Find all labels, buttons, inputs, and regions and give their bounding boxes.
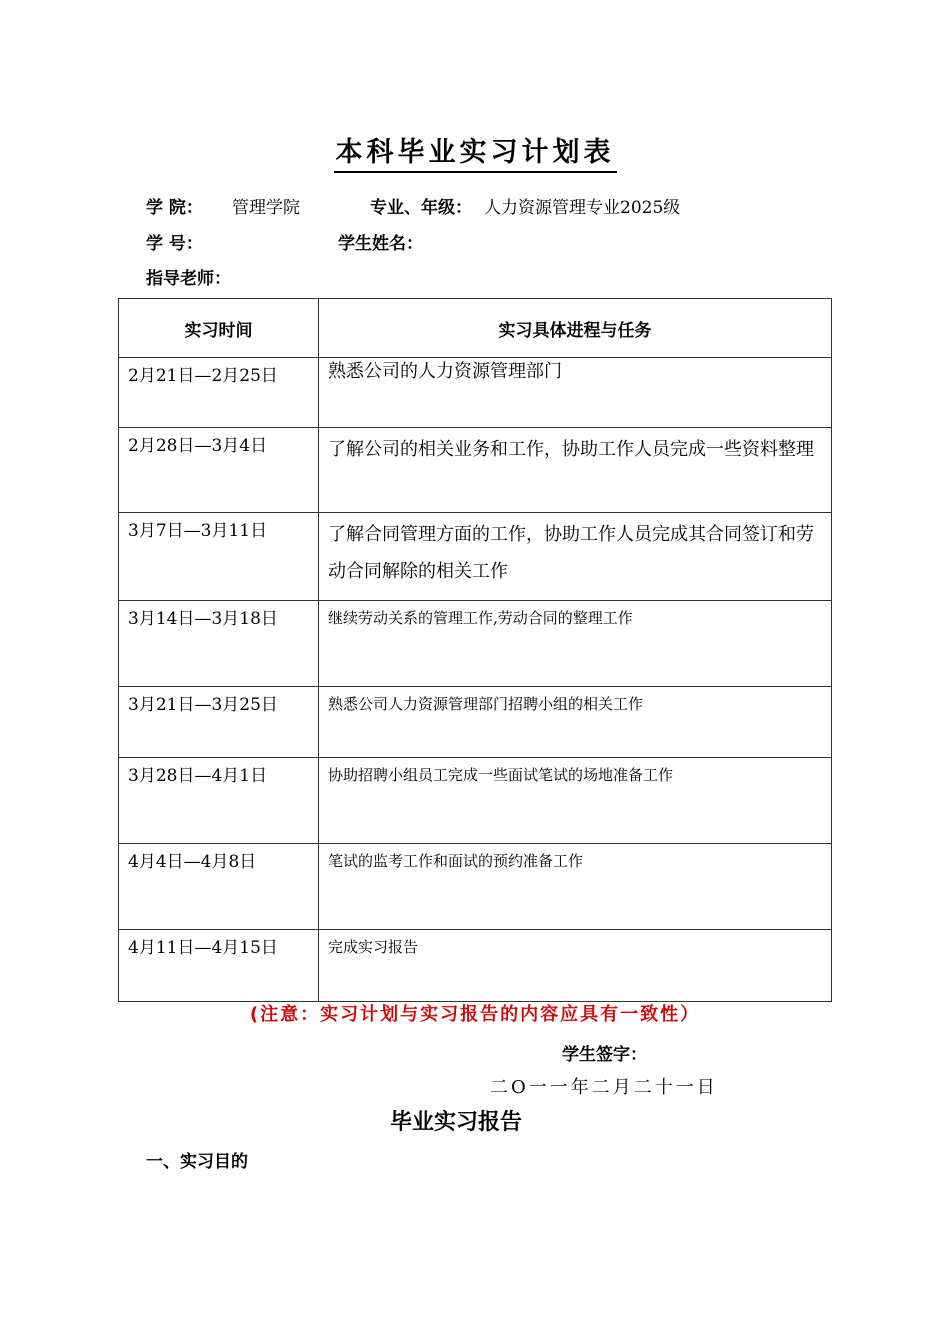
internship-plan-table bbox=[118, 298, 832, 1002]
table-row bbox=[119, 601, 832, 687]
section-heading: 一、实习目的 bbox=[146, 1152, 248, 1172]
row-task-text: 了解公司的相关业务和工作，协助工作人员完成一些资料整理 bbox=[328, 439, 814, 460]
row-task-text: 熟悉公司的人力资源管理部门 bbox=[328, 361, 562, 382]
row-time bbox=[119, 758, 319, 844]
header-time: 实习时间 bbox=[119, 299, 319, 358]
major-label: 专业、年级： bbox=[370, 198, 472, 218]
row-task bbox=[319, 930, 832, 1002]
row-time-text: 2月21日—2月25日 bbox=[128, 366, 278, 386]
page-title-wrap bbox=[0, 130, 950, 173]
header-task: 实习具体进程与任务 bbox=[319, 299, 832, 358]
row-time bbox=[119, 601, 319, 687]
row-task-text: 笔试的监考工作和面试的预约准备工作 bbox=[328, 852, 584, 870]
college-label: 学 院： bbox=[146, 198, 203, 218]
row-task-text: 继续劳动关系的管理工作,劳动合同的整理工作 bbox=[328, 609, 633, 627]
row-time bbox=[119, 358, 319, 428]
row-task bbox=[319, 601, 832, 687]
row-time-text: 3月28日—4月1日 bbox=[128, 766, 268, 786]
signature-label: 学生签字： bbox=[562, 1045, 647, 1065]
row-time bbox=[119, 844, 319, 930]
student-name-label: 学生姓名： bbox=[338, 234, 423, 254]
table-row bbox=[119, 758, 832, 844]
row-time-text: 3月7日—3月11日 bbox=[128, 521, 268, 541]
row-time-text: 2月28日—3月4日 bbox=[128, 436, 268, 456]
row-task bbox=[319, 358, 832, 428]
table-row bbox=[119, 358, 832, 428]
report-title: 毕业实习报告 bbox=[389, 1110, 522, 1135]
table-row bbox=[119, 428, 832, 513]
table-header-row bbox=[119, 299, 832, 358]
row-time bbox=[119, 687, 319, 758]
row-task bbox=[319, 687, 832, 758]
advisor-label: 指导老师： bbox=[146, 269, 231, 289]
row-time-text: 4月4日—4月8日 bbox=[128, 852, 257, 872]
table-row bbox=[119, 513, 832, 601]
date-text: 二O一一年二月二十一日 bbox=[490, 1077, 718, 1098]
row-time-text: 3月21日—3月25日 bbox=[128, 695, 278, 715]
table-row bbox=[119, 844, 832, 930]
page-title: 本科毕业实习计划表 bbox=[334, 130, 617, 173]
row-time-text: 4月11日—4月15日 bbox=[128, 938, 278, 958]
row-task-text: 熟悉公司人力资源管理部门招聘小组的相关工作 bbox=[328, 695, 644, 713]
consistency-note: (注意：实习计划与实习报告的内容应具有一致性） bbox=[249, 1004, 701, 1025]
row-task-text: 协助招聘小组员工完成一些面试笔试的场地准备工作 bbox=[328, 766, 674, 784]
table-row bbox=[119, 930, 832, 1002]
row-task bbox=[319, 758, 832, 844]
row-task-text: 完成实习报告 bbox=[328, 938, 419, 956]
row-time bbox=[119, 513, 319, 601]
row-task-text: 了解合同管理方面的工作，协助工作人员完成其合同签订和劳动合同解除的相关工作 bbox=[328, 524, 814, 582]
table-row bbox=[119, 687, 832, 758]
major-value: 人力资源管理专业2025级 bbox=[484, 198, 681, 218]
row-time bbox=[119, 428, 319, 513]
row-time bbox=[119, 930, 319, 1002]
row-task bbox=[319, 513, 832, 601]
row-task bbox=[319, 844, 832, 930]
row-time-text: 3月14日—3月18日 bbox=[128, 609, 278, 629]
row-task bbox=[319, 428, 832, 513]
college-value: 管理学院 bbox=[232, 198, 300, 218]
student-id-label: 学 号： bbox=[146, 234, 203, 254]
